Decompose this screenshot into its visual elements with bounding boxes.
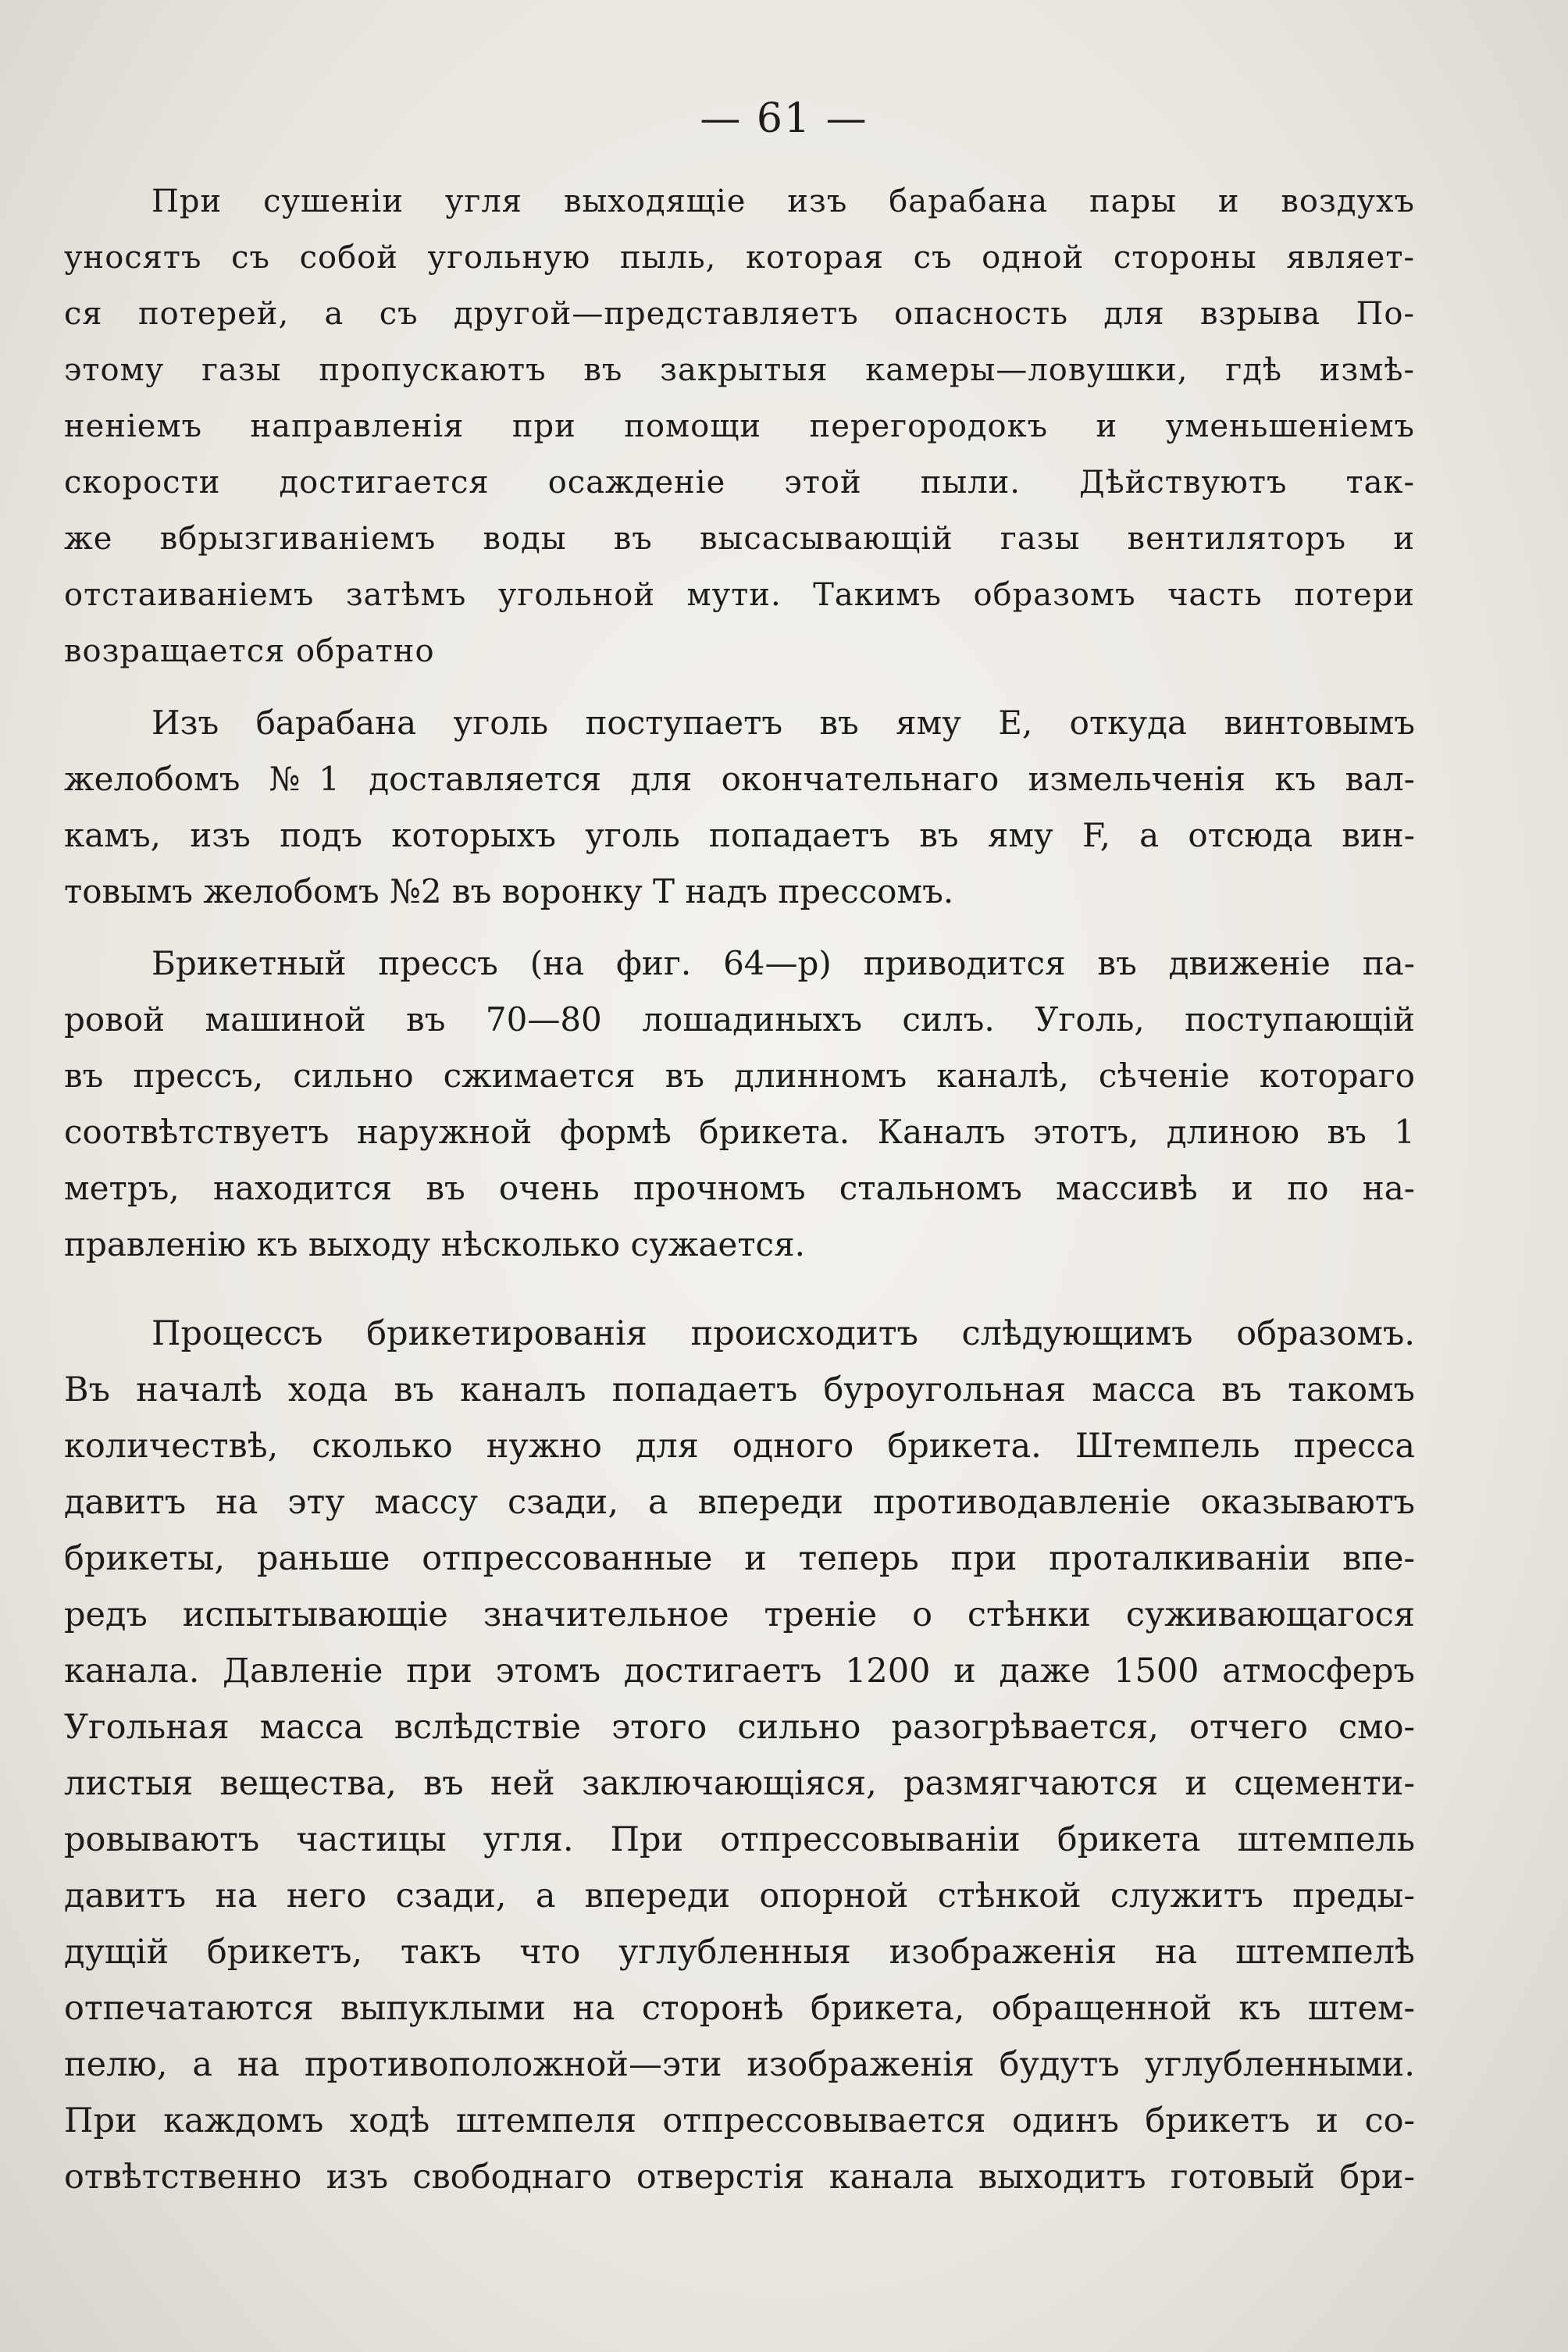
text-line: давитъ на него сзади, а впереди опорной стѣнкой служитъ преды- [64,1876,1415,1915]
text-line: Изъ барабана уголь поступаетъ въ яму Е, откуда винтовымъ [151,704,1415,742]
text-line: пелю, а на противоположной—эти изображенія будутъ углубленными. [64,2045,1415,2084]
text-line: же вбрызгиваніемъ воды въ высасывающій газы вентиляторъ и [64,521,1415,557]
text-line: въ прессъ, сильно сжимается въ длинномъ каналѣ, сѣченіе котораго [64,1057,1415,1095]
text-line: количествѣ, сколько нужно для одного брикета. Штемпель пресса [64,1427,1415,1466]
text-line: отстаиваніемъ затѣмъ угольной мути. Такимъ образомъ часть потери [64,577,1415,613]
text-line: Процессъ брикетированія происходитъ слѣдующимъ образомъ. [151,1314,1415,1353]
body-text [64,173,1415,2205]
text-line: давитъ на эту массу сзади, а впереди противодавленіе оказываютъ [64,1483,1415,1522]
text-line: этому газы пропускаютъ въ закрытыя камеры—ловушки, гдѣ измѣ- [64,352,1415,388]
text-line: канала. Давленіе при этомъ достигаетъ 1200 и даже 1500 атмосферъ [64,1652,1415,1691]
text-line: неніемъ направленія при помощи перегородокъ и уменьшеніемъ [64,408,1415,444]
paragraph-4 [64,1306,1415,2205]
text-line: листыя вещества, въ ней заключающіяся, размягчаются и сцементи- [64,1764,1415,1803]
text-line: Угольная масса вслѣдствіе этого сильно разогрѣвается, отчего смо- [64,1708,1415,1747]
text-line: При каждомъ ходѣ штемпеля отпрессовывается одинъ брикетъ и со- [64,2101,1415,2140]
paragraph-1 [64,173,1415,679]
text-line: отвѣтственно изъ свободнаго отверстія канала выходитъ готовый бри- [64,2158,1415,2197]
text-line: возращается обратно [64,633,435,669]
text-line: камъ, изъ подъ которыхъ уголь попадаетъ въ яму F, а отсюда вин- [64,816,1415,854]
text-line: метръ, находится въ очень прочномъ стальномъ массивѣ и по на- [64,1169,1415,1207]
text-line: товымъ желобомъ №2 въ воронку Т надъ прессомъ. [64,872,954,911]
text-line: скорости достигается осажденіе этой пыли. Дѣйствуютъ так- [64,465,1415,501]
text-line: ровой машиной въ 70—80 лошадиныхъ силъ. Уголь, поступающій [64,1000,1415,1039]
text-line: отпечатаются выпуклыми на сторонѣ брикета, обращенной къ штем- [64,1989,1415,2028]
paragraph-3 [64,935,1415,1273]
page-number: — 61 — [700,95,868,142]
text-line: уносятъ съ собой угольную пыль, которая съ одной стороны являет- [64,240,1415,276]
text-line: При сушеніи угля выходящіе изъ барабана пары и воздухъ [151,184,1415,219]
text-line: дущій брикетъ, такъ что углубленныя изображенія на штемпелѣ [64,1933,1415,1972]
text-line: ровываютъ частицы угля. При отпрессовываніи брикета штемпель [64,1820,1415,1859]
text-line: правленію къ выходу нѣсколько сужается. [64,1225,805,1263]
paragraph-2 [64,695,1415,920]
text-line: Въ началѣ хода въ каналъ попадаетъ буроугольная масса въ такомъ [64,1370,1415,1409]
text-line: Брикетный прессъ (на фиг. 64—p) приводится въ движеніе па- [151,944,1415,982]
text-line: редъ испытывающіе значительное треніе о стѣнки суживающагося [64,1595,1415,1634]
text-line: брикеты, раньше отпрессованные и теперь при проталкиваніи впе- [64,1539,1415,1578]
text-line: ся потерей, а съ другой—представляетъ опасность для взрыва По- [64,296,1415,332]
text-line: соотвѣтствуетъ наружной формѣ брикета. Каналъ этотъ, длиною въ 1 [64,1113,1415,1151]
text-line: желобомъ №1 доставляется для окончательнаго измельченія къ вал- [64,760,1415,798]
